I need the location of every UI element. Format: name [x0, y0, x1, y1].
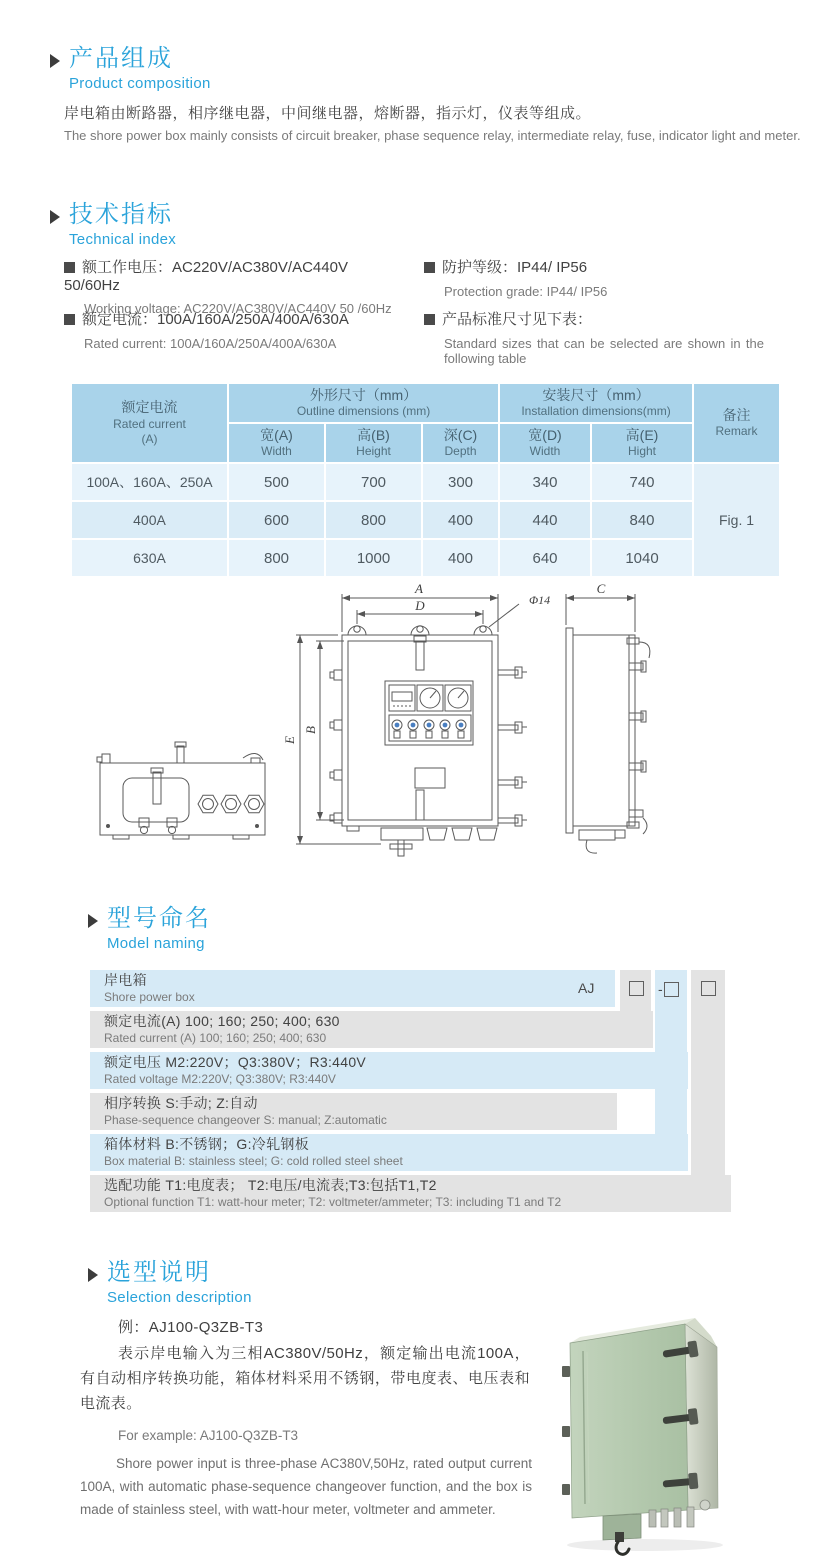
model-row-shore-power-box [90, 970, 615, 1007]
placeholder-box-icon [664, 982, 679, 997]
selection-paragraph-zh: 表示岸电输入为三相AC380V/50Hz，额定输出电流100A，有自动相序转换功能，箱体材料采用不锈钢，带电度表、电压表和电流表。 [80, 1345, 530, 1412]
spec-protection-grade [424, 256, 764, 299]
composition-text-zh: 岸电箱由断路器，相序继电器，中间继电器，熔断器，指示灯，仪表等组成。 [64, 105, 592, 122]
section-title-zh: 技术指标 [69, 201, 173, 228]
selection-paragraph-en: Shore power input is three-phase AC380V,50Hz, rated output current 100A, with automatic phase-sequence changeover function, and the box is made of stainless steel, with watt-hour meter, voltmeter and ammeter. [80, 1456, 532, 1517]
model-row-phase-sequence [90, 1093, 617, 1130]
cell-value: 800 [326, 502, 421, 538]
spec-zh: 额工作电压：AC220V/AC380V/AC440V 50/60Hz [64, 259, 348, 294]
table-row [72, 464, 779, 500]
hinges [562, 1366, 570, 1495]
dim-label-d: D [415, 598, 425, 613]
square-bullet-icon [424, 314, 435, 325]
section-title-en: Selection description [107, 1289, 252, 1307]
section-title-en: Product composition [69, 75, 211, 93]
section-arrow-icon [88, 914, 98, 928]
header-height-b: 高(B) Height [326, 424, 421, 462]
model-row-rated-voltage [90, 1052, 688, 1089]
section-model-naming [88, 906, 211, 952]
spec-en: Protection grade: IP44/ IP56 [444, 284, 608, 299]
model-row-box-material [90, 1134, 688, 1171]
header-width-a: 宽(A) Width [229, 424, 324, 462]
section-selection-description [88, 1260, 252, 1306]
spec-en: Standard sizes that can be selected are shown in the following table [444, 336, 764, 366]
spec-rated-current [64, 308, 404, 351]
cell-current: 400A [72, 502, 227, 538]
header-outline-dimensions: 外形尺寸（mm） Outline dimensions (mm) [229, 384, 498, 422]
cell-value: 340 [500, 464, 590, 500]
model-row-optional-function [90, 1175, 731, 1212]
model-row-zh: 选配功能 T1:电度表； T2:电压/电流表;T3:包括T1,T2 [104, 1177, 437, 1194]
model-row-en: Rated current (A) 100; 160; 250; 400; 630 [104, 1030, 327, 1045]
dim-label-a: A [415, 581, 423, 596]
cell-value: 300 [423, 464, 498, 500]
square-bullet-icon [64, 262, 75, 273]
section-title-zh: 产品组成 [69, 45, 173, 72]
model-row-en: Rated voltage M2:220V; Q3:380V; R3:440V [104, 1071, 336, 1086]
cell-remark: Fig. 1 [694, 464, 779, 576]
spec-zh: 额定电流：100A/160A/250A/400A/630A [82, 311, 349, 328]
front-view-drawing [296, 594, 527, 856]
model-row-en: Optional function T1: watt-hour meter; T2: voltmeter/ammeter; T3: including T1 and T2 [104, 1194, 562, 1209]
header-depth-c: 深(C) Depth [423, 424, 498, 462]
section-title-zh: 选型说明 [107, 1259, 211, 1286]
side-view-drawing [566, 594, 650, 853]
bottom-bolt [615, 1532, 624, 1542]
cell-value: 1000 [326, 540, 421, 576]
cell-value: 440 [500, 502, 590, 538]
cell-value: 1040 [592, 540, 692, 576]
cell-value: 800 [229, 540, 324, 576]
selection-example-zh: 例：AJ100-Q3ZB-T3 [118, 1319, 264, 1336]
model-code-box-2 [658, 981, 679, 997]
dash-glyph: - [658, 981, 663, 997]
section-product-composition [50, 46, 211, 92]
bottom-view-drawing [97, 742, 265, 839]
section-technical-index [50, 202, 176, 248]
model-row-zh: 相序转换 S:手动; Z:自动 [104, 1095, 258, 1112]
model-row-zh: 岸电箱 [104, 972, 147, 989]
cell-value: 740 [592, 464, 692, 500]
spec-en: Working voltage: AC220V/AC380V/AC440V 50 /60Hz [84, 301, 392, 316]
model-prefix: AJ [578, 980, 595, 996]
header-remark: 备注 Remark [694, 384, 779, 462]
square-bullet-icon [424, 262, 435, 273]
cell-current: 630A [72, 540, 227, 576]
header-width-d: 宽(D) Width [500, 424, 590, 462]
section-title-en: Technical index [69, 231, 177, 249]
cell-value: 640 [500, 540, 590, 576]
header-rated-current: 额定电流 Rated current (A) [72, 384, 227, 462]
spec-en: Rated current: 100A/160A/250A/400A/630A [84, 336, 337, 351]
size-table [70, 382, 781, 578]
header-hight-e: 高(E) Hight [592, 424, 692, 462]
section-title-en: Model naming [107, 935, 205, 953]
spec-zh: 产品标准尺寸见下表： [442, 311, 593, 328]
selection-example-en: For example: AJ100-Q3ZB-T3 [118, 1428, 299, 1443]
section-arrow-icon [88, 1268, 98, 1282]
cell-value: 500 [229, 464, 324, 500]
dimension-drawings [85, 578, 745, 878]
placeholder-box-icon [701, 981, 716, 996]
composition-text-en: The shore power box mainly consists of circuit breaker, phase sequence relay, intermediate relay, fuse, indicator light and meter. [64, 128, 801, 143]
cell-value: 400 [423, 502, 498, 538]
cell-current: 100A、160A、250A [72, 464, 227, 500]
model-row-en: Phase-sequence changeover S: manual; Z:automatic [104, 1112, 387, 1127]
model-row-en: Box material B: stainless steel; G: cold rolled steel sheet [104, 1153, 403, 1168]
dim-label-e: E [282, 736, 297, 744]
placeholder-box-icon [629, 981, 644, 996]
section-title-zh: 型号命名 [107, 905, 211, 932]
table-row [72, 540, 779, 576]
model-code-box-1 [629, 981, 644, 996]
spec-working-voltage [64, 256, 404, 316]
dim-label-hole: Φ14 [529, 593, 551, 607]
section-arrow-icon [50, 210, 60, 224]
model-row-zh: 箱体材料 B:不锈钢；G:冷轧钢板 [104, 1136, 309, 1153]
cell-value: 840 [592, 502, 692, 538]
product-photo [545, 1298, 810, 1563]
cell-value: 400 [423, 540, 498, 576]
table-row [72, 502, 779, 538]
cell-value: 600 [229, 502, 324, 538]
model-row-zh: 额定电流(A) 100; 160; 250; 400; 630 [104, 1013, 340, 1030]
model-row-rated-current [90, 1011, 653, 1048]
model-code-box-3 [701, 981, 716, 996]
ground-shadow [567, 1539, 723, 1551]
dim-label-c: C [596, 581, 606, 596]
square-bullet-icon [64, 314, 75, 325]
spec-standard-sizes [424, 308, 769, 366]
model-row-en: Shore power box [104, 989, 195, 1004]
model-row-zh: 额定电压 M2:220V；Q3:380V；R3:440V [104, 1054, 367, 1071]
section-arrow-icon [50, 54, 60, 68]
table-header-row [72, 384, 779, 422]
header-installation-dimensions: 安装尺寸（mm） Installation dimensions(mm) [500, 384, 692, 422]
cell-value: 700 [326, 464, 421, 500]
dim-label-b: B [303, 726, 318, 734]
spec-zh: 防护等级：IP44/ IP56 [442, 259, 588, 276]
